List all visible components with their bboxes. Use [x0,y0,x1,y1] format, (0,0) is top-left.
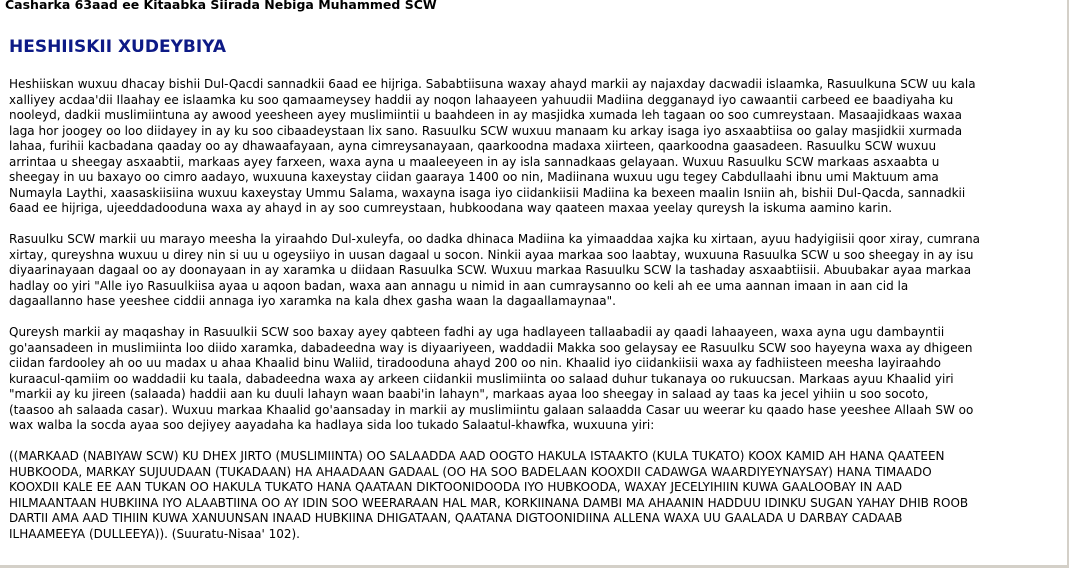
paragraph-1 [9,77,1059,217]
text-line: ((MARKAAD (NABIYAW SCW) KU DHEX JIRTO (MUSLIMIINTA) OO SALAADDA AAD OOGTO HAKULA ISTAAKTO (KULA TUKATO) KOOX KAMID AH HANA QAATEEN [9,449,945,463]
text-line: sheegay in uu baxayo oo cimro aadayo, wuxuuna kaxeystay ciidan gaaraya 1400 oo nin, Madiinana wuxuu ugu tegey Cabdullaahi ibnu umi Maktuum ama [9,170,939,184]
text-line: Qureysh markii ay maqashay in Rasuulkii SCW soo baxay ayey qabteen fadhi ay uga hadlayeen tallaabadii ay qaadi lahaayeen, waxa ayna ugu dambayntii [9,325,945,339]
text-line: wax walba la socda ayaa soo dejiyey aayadaha ka hadlaya sida loo tukado Salaatul-khawfka, wuxuuna yiri: [9,418,655,432]
paragraph-4 [9,449,1059,542]
text-line: nooleyd, dadkii muslimiintuna ay awood yeesheen ayey muslimiintii u baahdeen in ay masjidka xumada leh tagaan oo soo cumreystaan. Masaajidkaas waxaa [9,108,962,122]
text-line: lahaa, furihii kacbadana qaaday oo ay dhawaafayaan, ayna cimreysanayaan, qaarkoodna madaxa xiirteen, qaarkoodna gaasadeen. Rasuulku SCW wuxuu [9,139,937,153]
article-heading: HESHIISKII XUDEYBIYA [9,37,227,57]
text-line: ciidan fardooley ah oo uu madax u ahaa Khaalid binu Waliid, tiradooduna ahayd 200 oo nin. Khaalid iyo ciidankiisii waxa ay fadhiisteen meesha layiraahdo [9,356,942,370]
text-line: go'aansadeen in muslimiinta loo diido xaramka, dabadeedna way is diyaariyeen, waddadii Makka soo gelaysay ee Rasuulku SCW soo hayeyna waxa ay dhigeen [9,340,973,355]
text-line: ILHAAMEEYA (DULLEEYA)). (Suuratu-Nisaa' 102). [9,526,300,541]
text-line: dagaallanno hase yeeshee ciddii annaga iyo xaramka na kala dhex gasha waan la dagaallamaynaa". [9,294,616,308]
paragraph-2 [9,232,1059,310]
text-line: Numayla Laythi, xaasaskiisiina wuxuu kaxeystay Ummu Salama, waxayna isaga iyo ciidankiisii Madiina ka bexeen maalin Isniin ah, bishii Dul-Qacda, sannadkii [9,185,966,200]
text-line: HILMAANTAAN HUBKIINA IYO ALAABTIINA OO AY IDIN SOO WEERARAAN HAL MAR, KORKIINANA DAMBI MA AHAANIN HADDUU IDINKU SUGAN YAHAY DHIB ROOB [9,495,969,510]
text-line: laga hor joogey oo loo diidayey in ay ku soo cibaadeystaan lix sano. Rasuulku SCW wuxuu manaam ku arkay isaga iyo asxaabtiisa oo galay masjidkii xurmada [9,123,963,138]
page-title: Casharka 63aad ee Kitaabka Siirada Nebiga Muhammed SCW [5,0,437,12]
text-line: xirtay, qureyshna wuxuu u direy nin si uu u ogeysiiyo in uusan dagaal u socon. Ninkii ayaa markaa soo laabtay, wuxuuna Rasuulka SCW u soo sheegay in ay isu [9,247,974,262]
text-line: (taasoo ah salaada casar). Wuxuu markaa Khaalid go'aansaday in markii ay muslimiintu galaan salaadda Casar uu weerar ku qaado hase yeeshee Allaah SW oo [9,402,974,417]
text-line: HUBKOODA, MARKAY SUJUUDAAN (TUKADAAN) HA AHAADAAN GADAAL (OO HA SOO BADELAAN KOOXDII CADAWGA WAARDIYEYNAYSAY) HANA TIMAADO [9,464,932,479]
text-line: hadlay oo yiri "Alle iyo Rasuulkiisa ayaa u aqoon badan, waxa aan annagu u nimid in aan cumraysanno oo keli ah ee uma aannan imaan in aan cid la [9,278,909,293]
text-line: DARTII AMA AAD TIHIIN KUWA XANUUNSAN INAAD HUBKIINA DHIGATAAN, QAATANA DIGTOONIDIINA ALLENA WAXA UU GAALADA U DARBAY CADAAB [9,511,903,525]
text-line: Rasuulku SCW markii uu marayo meesha la yiraahdo Dul-xuleyfa, oo dadka dhinaca Madiina ka yimaaddaa xajka ku xirtaan, ayuu hadyigiisii qoor xiray, cumrana [9,232,980,246]
text-line: diyaarinayaan dagaal oo ay doonayaan in ay xaramka u diidaan Rasuulka SCW. Wuxuu markaa Rasuulku SCW la tashaday asxaabtiisii. Abuubakar ayaa markaa [9,263,972,277]
article-body [9,77,1059,558]
text-line: xalliyey acdaa'dii Ilaahay ee islaamka ku soo qamaameysey haddii ay noqon lahaayeen yahuudii Madiina degganayd iyo cawaantii carbeed ee baadiyaha ku [9,92,954,107]
text-line: Heshiiskan wuxuu dhacay bishii Dul-Qacdi sannadkii 6aad ee hijriga. Sababtiisuna waxay ahayd markii ay najaxday dacwadii islaamka, Rasuulkuna SCW uu kala [9,77,976,91]
text-line: KOOXDII KALE EE AAN TUKAN OO HAKULA TUKATO HANA QAATAAN DIKTOONIDOODA IYO HUBKOODA, WAXAY JECELYIHIIN KUWA GAALOOBAY IN AAD [9,480,903,494]
text-line: 6aad ee hijriga, ujeeddadooduna waxa ay ahayd in ay soo cumreystaan, hubkoodana way qaateen maxaa yeelay qureysh la iskuma aamino karin. [9,201,893,215]
text-line: arrintaa u sheegay asxaabtii, markaas ayey farxeen, waxa ayna u maaleeyeen in ay isla sannadkaas gelayaan. Wuxuu Rasuulku SCW markaas asxaabta u [9,154,940,169]
text-line: "markii ay ku jireen (salaada) haddii aan ku duuli lahayn waan baabi'in lahayn", markaas ayaa loo sheegay in salaad ay taas ka jecel yihiin u soo socoto, [9,387,929,401]
paragraph-3 [9,325,1059,434]
text-line: kuraacul-qamiim oo waddadii ku taala, dabadeedna waxa ay arkeen ciidankii muslimiinta oo salaad duhur tukanaya oo rukuucsan. Markaas ayuu Khaalid yiri [9,371,954,386]
